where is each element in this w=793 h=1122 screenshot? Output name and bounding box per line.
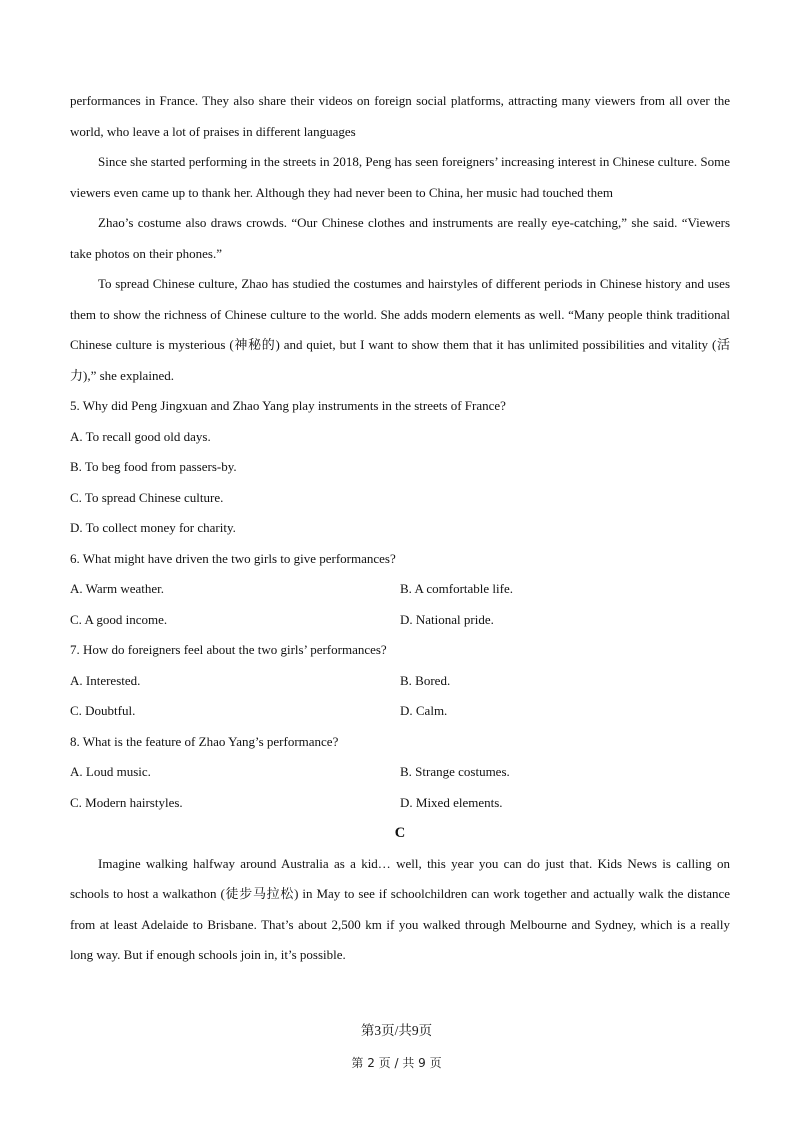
paragraph-walkathon: Imagine walking halfway around Australia as a kid… well, this year you can do just that. Kids News is calling on schools to host a walkathon (徒步马拉松) in May to see if schoolchildren can work together and actually walk the distance from at least Adelaide to Brisbane. That’s about 2,500 km if you walked through Melbourne and Sydney, which is a really long way. But if enough schools join in, it’s possible. [70, 855, 730, 962]
question-6-stem: 6. What might have driven the two girls to give performances? [70, 550, 396, 566]
question-6 [70, 544, 730, 636]
paragraph-continuation: performances in France. They also share their videos on foreign social platforms, attracting many viewers from all over the world, who leave a lot of praises in different languages [70, 93, 730, 139]
question-8 [70, 727, 730, 819]
paragraph-zhao-costume: Zhao’s costume also draws crowds. “Our Chinese clothes and instruments are really eye-catching,” she said. “Viewers take photos on their phones.” [70, 215, 730, 261]
paragraph-peng-2018: Since she started performing in the streets in 2018, Peng has seen foreigners’ increasing interest in Chinese culture. Some viewers even came up to thank her. Although they had never been to China, her music had touched them [70, 154, 730, 200]
question-8-option-b: B. Strange costumes. [400, 764, 510, 779]
question-8-stem: 8. What is the feature of Zhao Yang’s performance? [70, 733, 339, 749]
section-heading-c: C [394, 825, 406, 841]
question-6-option-b: B. A comfortable life. [400, 581, 514, 596]
question-6-options [70, 574, 730, 635]
question-5-option-b: B. To beg food from passers-by. [70, 459, 237, 474]
question-7-stem: 7. How do foreigners feel about the two girls’ performances? [70, 642, 387, 657]
question-6-option-a: A. Warm weather. [70, 581, 165, 596]
question-8-option-c: C. Modern hairstyles. [70, 794, 183, 810]
question-5 [70, 391, 730, 544]
question-7-options [70, 666, 730, 727]
question-7-option-b: B. Bored. [400, 672, 451, 688]
question-5-option-a: A. To recall good old days. [70, 428, 211, 444]
question-6-option-d: D. National pride. [400, 611, 494, 627]
question-8-option-a: A. Loud music. [70, 764, 151, 779]
question-5-stem: 5. Why did Peng Jingxuan and Zhao Yang play instruments in the streets of France? [70, 398, 506, 413]
paragraph-spread-culture: To spread Chinese culture, Zhao has studied the costumes and hairstyles of different periods in Chinese history and uses them to show the richness of Chinese culture to the world. She adds modern elements as well. “Many people think traditional Chinese culture is mysterious (神秘的) and quiet, but I want to show them that it has unlimited possibilities and vitality (活力),” she explained. [70, 276, 730, 383]
question-5-option-c: C. To spread Chinese culture. [70, 489, 224, 505]
question-7-option-c: C. Doubtful. [70, 703, 136, 718]
page-number-document: 第3页/共9页 [360, 1023, 433, 1038]
question-7-option-d: D. Calm. [400, 703, 448, 718]
question-7 [70, 635, 730, 727]
question-6-option-c: C. A good income. [70, 611, 168, 627]
question-5-option-d: D. To collect money for charity. [70, 520, 236, 535]
question-8-option-d: D. Mixed elements. [400, 794, 503, 810]
document-content [70, 86, 730, 971]
page-number-viewer: 第 2 页 / 共 9 页 [351, 1056, 442, 1070]
question-7-option-a: A. Interested. [70, 672, 141, 688]
question-8-options [70, 757, 730, 818]
